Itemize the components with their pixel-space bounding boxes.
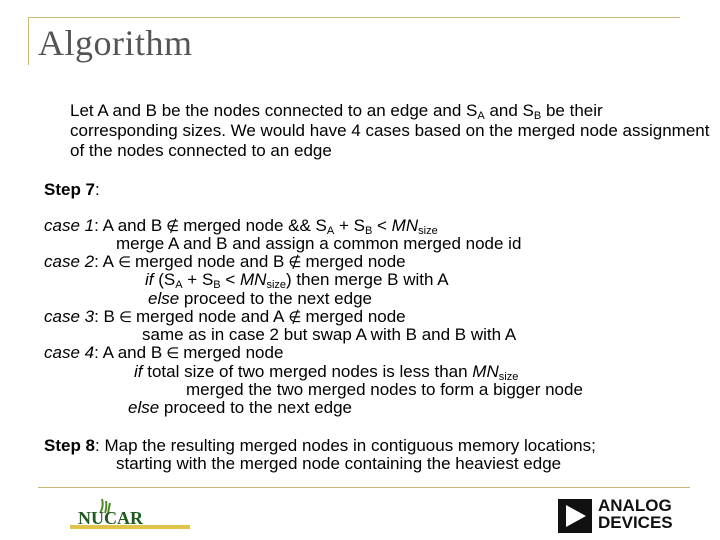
step7-heading [44, 180, 100, 200]
step8-line1 [44, 436, 596, 456]
case4-size: size [498, 371, 519, 383]
analog-devices-text [598, 497, 673, 531]
case4-else: else [128, 398, 160, 417]
case1-text-b: merged node && S [183, 216, 327, 235]
case2-text-c: merged node [305, 252, 406, 271]
not-element-of-symbol: ∉ [288, 308, 302, 326]
not-element-of-symbol: ∉ [166, 217, 180, 235]
case1-line2: merge A and B and assign a common merged node id [116, 234, 522, 253]
case2-if: if [145, 270, 154, 289]
page-title: Algorithm [38, 23, 193, 63]
case2-size: size [266, 279, 287, 291]
analog-devices-mark-icon [558, 499, 592, 533]
case3-line1 [44, 307, 406, 327]
intro-paragraph [70, 101, 710, 161]
top-rule [28, 17, 680, 18]
case1-line1 [44, 216, 438, 236]
case3-label: case 3 [44, 307, 95, 326]
case3-text-a: : B [94, 307, 115, 326]
case2-text-2a: (S [153, 270, 176, 289]
case2-label: case 2 [44, 252, 95, 271]
case3-text-b: merged node and A [135, 307, 285, 326]
case2-text-2c: < [220, 270, 241, 289]
intro-sub-b: B [533, 110, 542, 122]
case2-text-3: proceed to the next edge [179, 289, 372, 308]
case1-mn: MN [391, 216, 419, 235]
case2-mn: MN [240, 270, 267, 289]
case1-text-a: : A and B [94, 216, 163, 235]
case2-text-a: : A [94, 252, 114, 271]
step8-text-1: : Map the resulting merged nodes in contiguous memory locations; [95, 436, 596, 455]
nucar-text: NUCAR [78, 508, 143, 528]
case4-text-2: total size of two merged nodes is less than [142, 362, 473, 381]
left-rule [28, 17, 29, 65]
case1-sub-a: A [326, 225, 335, 237]
case2-sub-b: B [213, 279, 221, 291]
case4-text-b: merged node [183, 343, 284, 362]
case1-sub-b: B [364, 225, 373, 237]
adi-line2: DEVICES [598, 513, 673, 532]
case4-label: case 4 [44, 343, 95, 362]
not-element-of-symbol: ∉ [288, 253, 302, 271]
case2-line3 [148, 289, 372, 309]
step8-label: Step 8 [44, 436, 96, 455]
footer-rule [38, 487, 690, 488]
case4-text-a: : A and B [94, 343, 163, 362]
case2-sub-a: A [175, 279, 183, 291]
case1-label: case 1 [44, 216, 95, 235]
adi-line1: ANALOG [598, 496, 672, 515]
case3-line2: same as in case 2 but swap A with B and B with A [142, 325, 517, 344]
case4-text-4: proceed to the next edge [159, 398, 352, 417]
case1-size: size [418, 225, 438, 237]
step7-label: Step 7 [44, 180, 96, 199]
element-of-symbol: ∈ [117, 253, 132, 271]
nucar-logo [66, 497, 194, 535]
case4-line3: merged the two merged nodes to form a bigger node [186, 380, 583, 399]
case2-else: else [148, 289, 180, 308]
case2-text-2d: ) then merge B with A [286, 270, 449, 289]
case4-line4 [128, 398, 352, 418]
element-of-symbol: ∈ [118, 308, 132, 326]
element-of-symbol: ∈ [166, 344, 180, 362]
case1-text-c: + S [334, 216, 365, 235]
case4-if: if [134, 362, 143, 381]
intro-sub-a: A [477, 110, 485, 122]
intro-text-3: be their corresponding sizes. We would have 4 cases based on the merged node assignment of the nodes connected to an edge [70, 101, 710, 160]
case2-text-2b: + S [182, 270, 214, 289]
case2-text-b: merged node and B [135, 252, 285, 271]
case1-text-d: < [372, 216, 392, 235]
case4-mn: MN [472, 362, 499, 381]
intro-text-2: and S [484, 101, 534, 120]
intro-text-1: Let A and B be the nodes connected to an edge and S [70, 101, 478, 120]
case4-line2 [134, 362, 518, 382]
step8-line2: starting with the merged node containing the heaviest edge [116, 454, 562, 473]
case2-line2 [145, 270, 449, 290]
case3-text-c: merged node [305, 307, 406, 326]
step7-colon: : [95, 180, 100, 199]
case2-line1 [44, 252, 406, 272]
case4-line1 [44, 343, 283, 363]
